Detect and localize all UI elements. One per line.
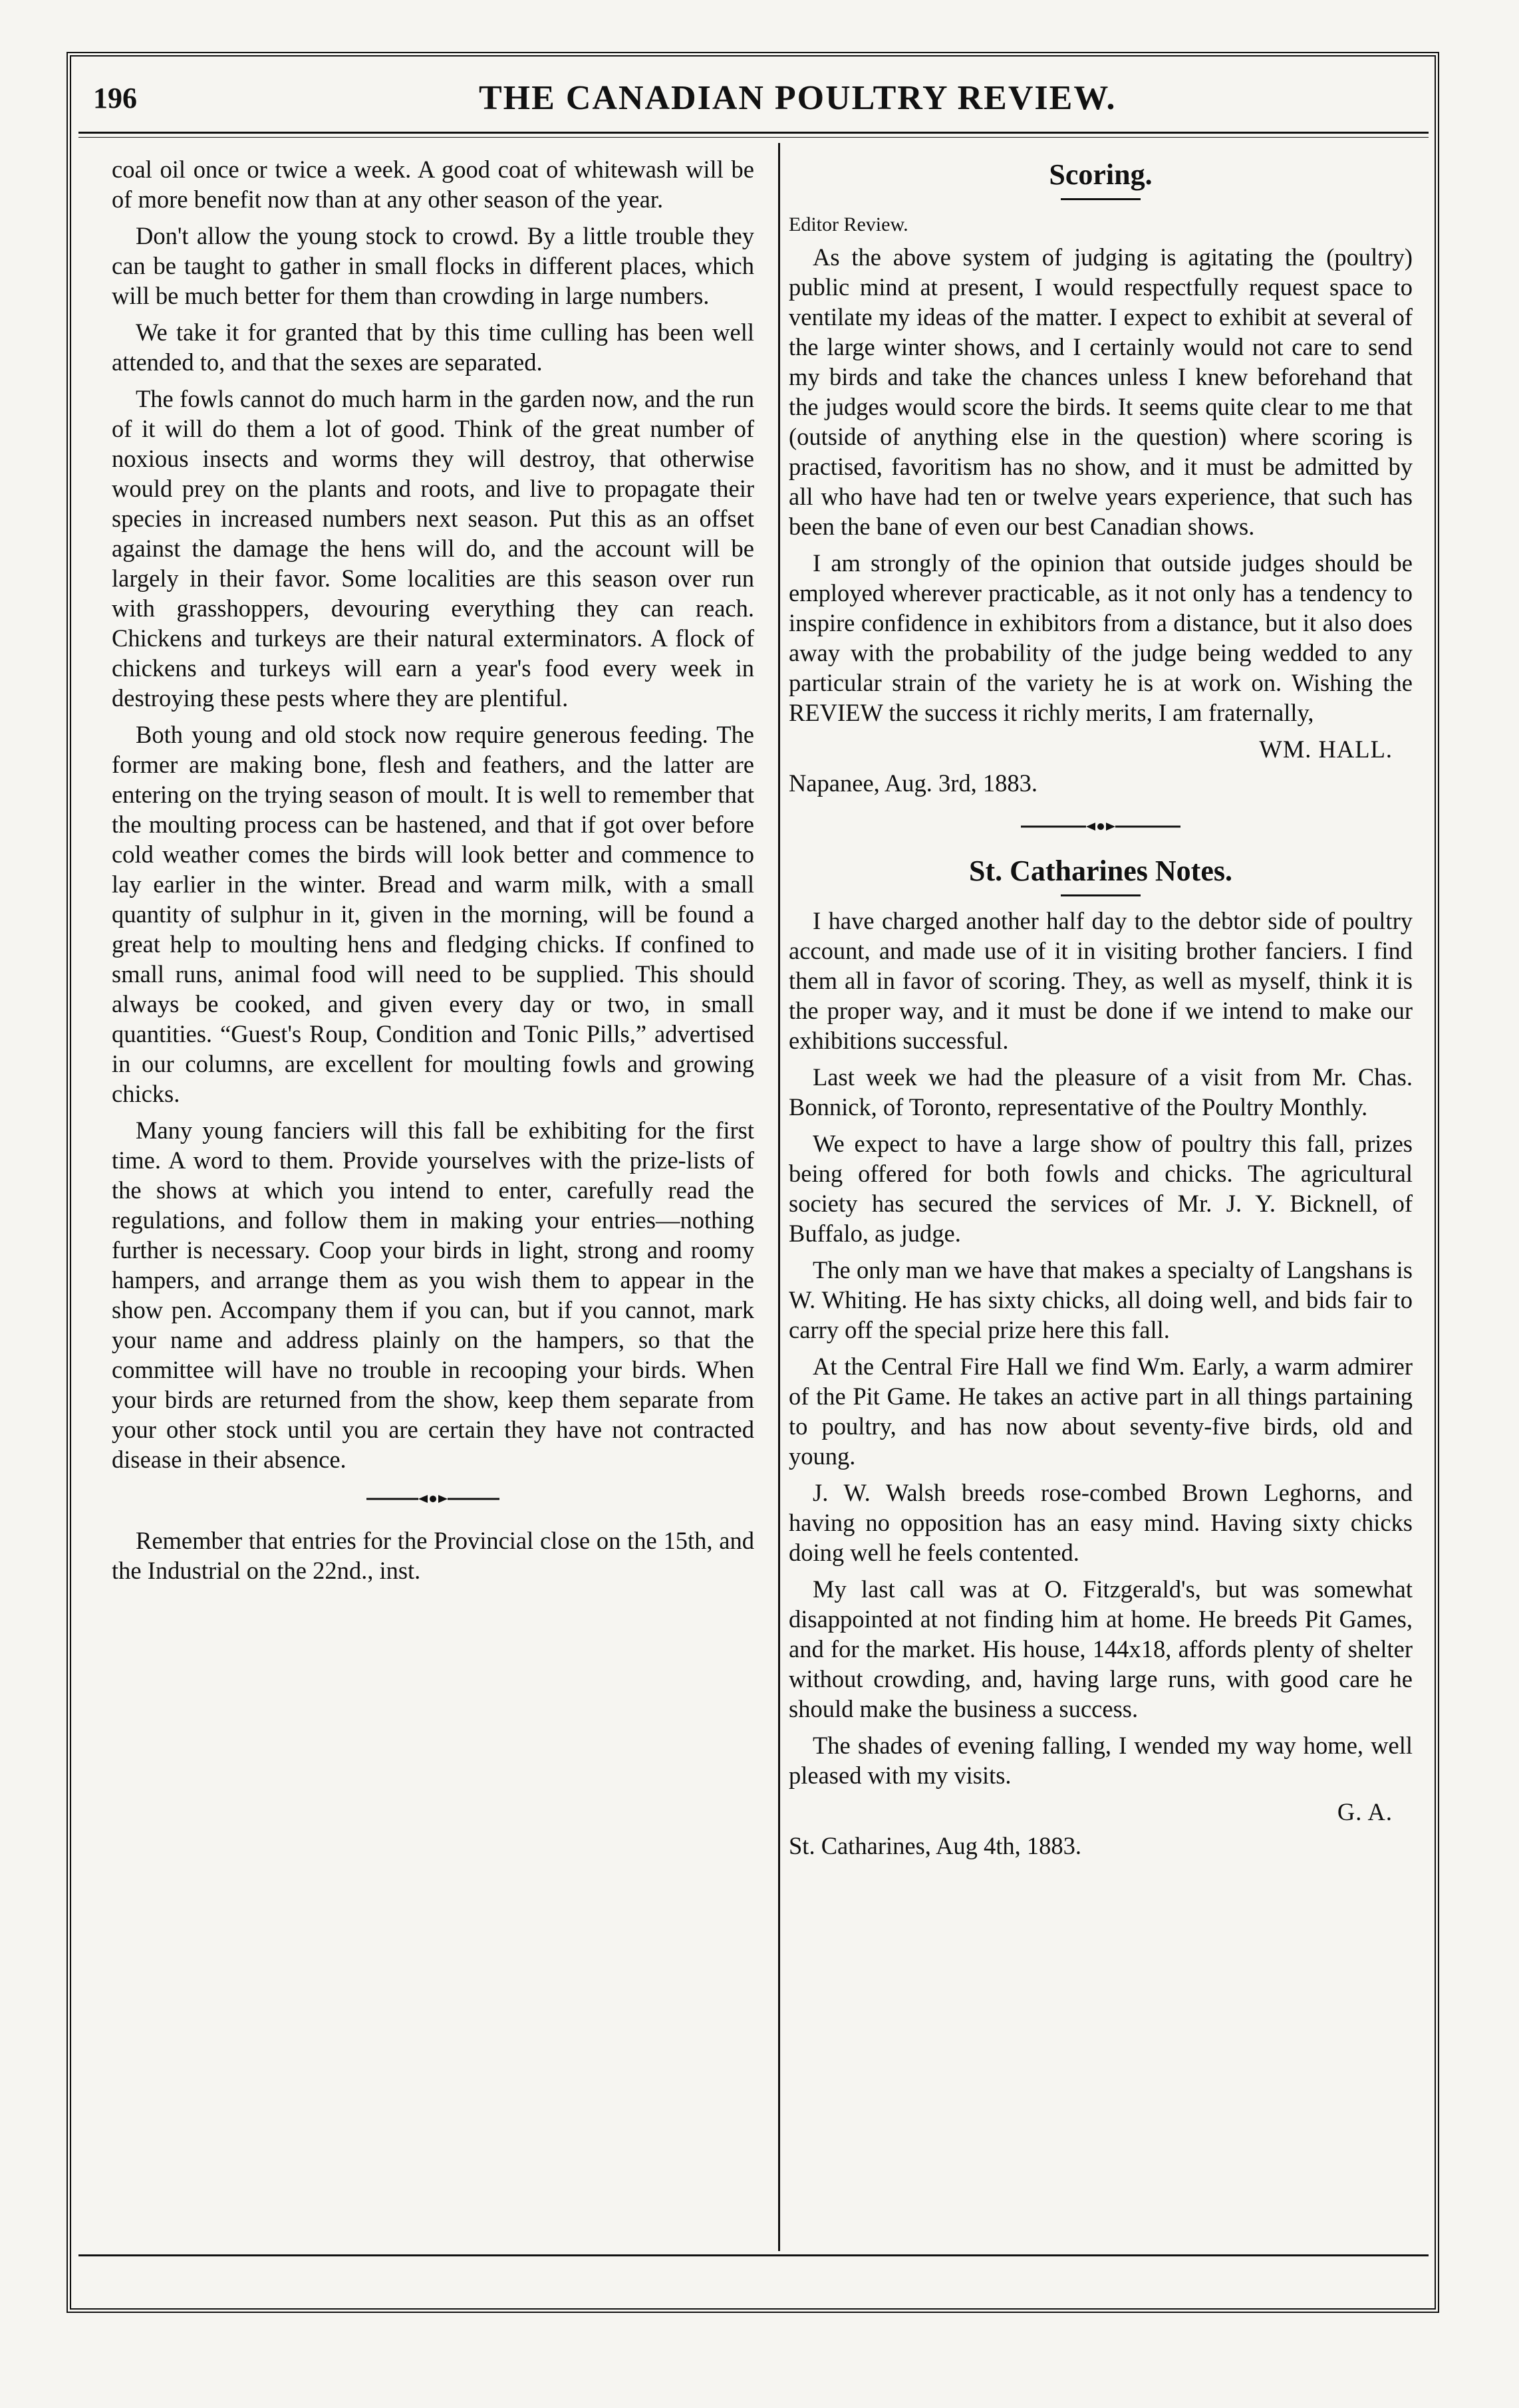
article-title-scoring: Scoring. xyxy=(1049,158,1153,191)
article-title-st-catharines: St. Catharines Notes. xyxy=(969,855,1232,887)
paragraph: We expect to have a large show of poultry this fall, prizes being offered for both fowls and chicks. The agricultural society has secured the services of Mr. J. Y. Bicknell, of Buffalo, as judge. xyxy=(789,1130,1413,1247)
header-rule-thin xyxy=(78,137,1429,138)
paragraph: We take it for granted that by this time culling has been well attended to, and that the sexes are separated. xyxy=(112,319,754,376)
paragraph: Last week we had the pleasure of a visit from Mr. Chas. Bonnick, of Toronto, representative of the Poultry Monthly. xyxy=(789,1063,1413,1121)
paragraph: At the Central Fire Hall we find Wm. Early, a warm admirer of the Pit Game. He takes an active part in all things partaining to poultry, and has now about seventy-five birds, old and young. xyxy=(789,1353,1413,1470)
paragraph: The fowls cannot do much harm in the garden now, and the run of it will do them a lot of good. Think of the great number of noxious insects and worms they will destroy, that otherwise would prey on the plants and roots, and live to propagate their species in increased numbers next season. Put this as an offset against the damage the hens will do, and the account will be largely in their favor. Some localities are this season over run with grasshoppers, devouring everything they can reach. Chickens and turkeys are their natural exterminators. A flock of chickens and turkeys will earn a year's food every week in destroying these pests where they are plentiful. xyxy=(112,385,754,712)
column-divider xyxy=(778,143,780,2251)
header-rule xyxy=(78,132,1429,134)
page-number: 196 xyxy=(93,82,137,114)
bottom-rule xyxy=(78,2254,1429,2256)
paragraph: I have charged another half day to the debtor side of poultry account, and made use of it in visiting brother fanciers. I find them all in favor of scoring. They, as well as myself, think it is the proper way, and it must be done if we intend to make our exhibitions successful. xyxy=(789,907,1413,1054)
signature: WM. HALL. xyxy=(1259,736,1393,763)
running-head: THE CANADIAN POULTRY REVIEW. xyxy=(479,79,1117,117)
dateline: Napanee, Aug. 3rd, 1883. xyxy=(789,769,1038,797)
closing-paragraph: Remember that entries for the Provincial close on the 15th, and the Industrial on the 22nd., inst. xyxy=(112,1527,754,1584)
paragraph: The shades of evening falling, I wended my way home, well pleased with my visits. xyxy=(789,1732,1413,1789)
salutation: Editor Review. xyxy=(789,213,908,235)
signature: G. A. xyxy=(1337,1798,1393,1825)
paragraph: My last call was at O. Fitzgerald's, but was somewhat disappointed at not finding him at home. He breeds Pit Games, and for the market. His house, 144x18, affords plenty of shelter without crowding, and, having large runs, with good care he should make the business a success. xyxy=(789,1575,1413,1722)
paragraph: Don't allow the young stock to crowd. By a little trouble they can be taught to gather in small flocks in different places, which will be much better for them than crowding in large numbers. xyxy=(112,222,754,309)
paragraph: J. W. Walsh breeds rose-combed Brown Leghorns, and having no opposition has an easy mind. Having sixty chicks doing well he feels contented. xyxy=(789,1479,1413,1566)
paragraph: I am strongly of the opinion that outside judges should be employed wherever practicable, as it not only has a tendency to inspire confidence in exhibitors from a distance, but it also does away with the probability of the judge being wedded to any particular strain of the variety he is at work on. Wishing the REVIEW the success it richly merits, I am fraternally, xyxy=(789,549,1413,726)
paragraph: coal oil once or twice a week. A good coat of whitewash will be of more benefit now than at any other season of the year. xyxy=(112,156,754,213)
title-rule xyxy=(1061,198,1141,200)
paragraph: As the above system of judging is agitating the (poultry) public mind at present, I would respectfully request space to ventilate my ideas of the matter. I expect to exhibit at several of the large winter shows, and I certainly would not care to send my birds and take the chances unless I knew beforehand that the judges would score the birds. It seems quite clear to me that (outside of anything else in the question) where scoring is practised, favoritism has no show, and it must be admitted by all who have had ten or twelve years experience, that such has been the bane of even our best Canadian shows. xyxy=(789,243,1413,540)
ornament-divider xyxy=(112,1482,754,1512)
dateline: St. Catharines, Aug 4th, 1883. xyxy=(789,1832,1082,1859)
ornament-divider xyxy=(789,810,1413,840)
paragraph: The only man we have that makes a specialty of Langshans is W. Whiting. He has sixty chicks, all doing well, and bids fair to carry off the special prize here this fall. xyxy=(789,1256,1413,1343)
left-column xyxy=(112,154,754,1592)
paragraph: Many young fanciers will this fall be exhibiting for the first time. A word to them. Provide yourselves with the prize-lists of the shows at which you intend to enter, carefully read the regulations, and follow them in making your entries—nothing further is necessary. Coop your birds in light, strong and roomy hampers, and arrange them as you wish them to appear in the show pen. Accompany them if you can, but if you cannot, mark your name and address plainly on the hampers, so that the committee will have no trouble in recooping your birds. When your birds are returned from the show, keep them separate from your other stock until you are certain they have not contracted disease in their absence. xyxy=(112,1117,754,1473)
paragraph: Both young and old stock now require generous feeding. The former are making bone, flesh and feathers, and the latter are entering on the trying season of moult. It is well to remember that the moulting process can be hastened, and that if got over before cold weather comes the birds will look better and commence to lay earlier in the winter. Bread and warm milk, with a small quantity of sulphur in it, given in the morning, will be found a great help to moulting hens and fledging chicks. If confined to small runs, animal food will need to be supplied. This should always be cooked, and given every day or two, in small quantities. “Guest's Roup, Condition and Tonic Pills,” advertised in our columns, are excellent for moulting fowls and growing chicks. xyxy=(112,721,754,1107)
right-column xyxy=(789,154,1413,1873)
title-rule xyxy=(1061,894,1141,896)
